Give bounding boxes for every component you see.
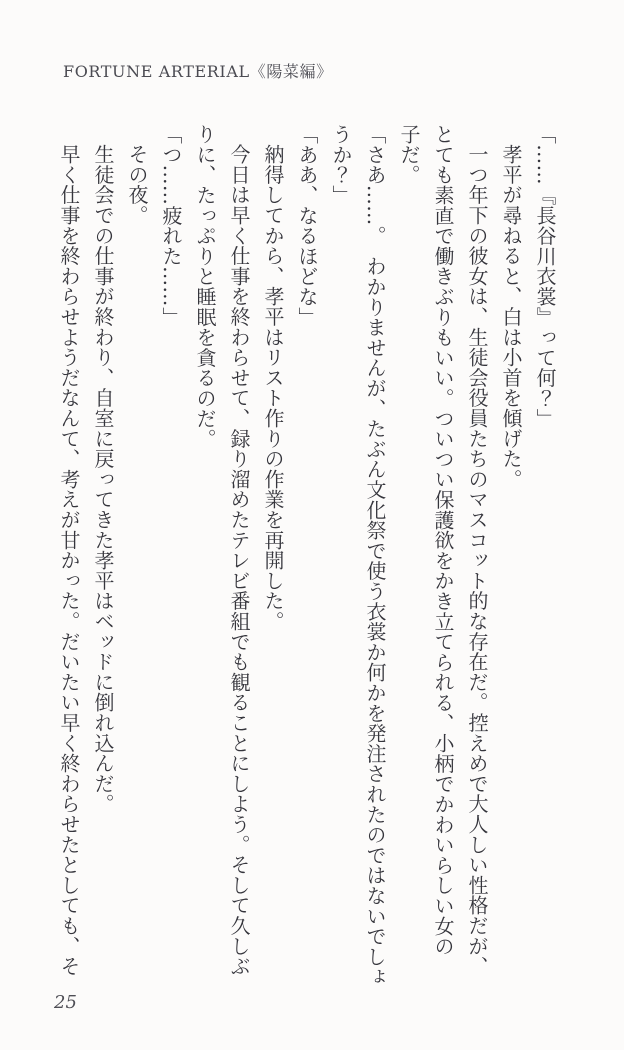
text-column: 孝平が尋ねると、白は小首を傾げた。 xyxy=(499,144,523,490)
text-column: うか？」 xyxy=(329,124,353,206)
text-column: 納得してから、孝平はリスト作りの作業を再開した。 xyxy=(261,144,285,632)
text-column: その夜。 xyxy=(125,144,149,226)
text-column: とても素直で働きぶりもいい。ついつい保護欲をかき立てられる、小柄でかわいらしい女の xyxy=(431,124,455,957)
novel-text xyxy=(52,124,562,987)
text-column: 今日は早く仕事を終わらせて、録り溜めたテレビ番組でも観ることにしよう。そして久しぶ xyxy=(227,144,251,977)
text-column: 早く仕事を終わらせようだなんて、考えが甘かった。だいたい早く終わらせたとしても、そ xyxy=(57,144,81,977)
text-column: 「つ……疲れた……」 xyxy=(159,124,183,327)
text-column: りに、たっぷりと睡眠を貪るのだ。 xyxy=(193,124,217,449)
running-header: FORTUNE ARTERIAL《陽菜編》 xyxy=(63,62,333,81)
text-column: 「さあ……。 わかりませんが、たぶん文化祭で使う衣裳か何かを発注されたのではないでしょ xyxy=(363,124,387,987)
text-column: 「ああ、なるほどな」 xyxy=(295,124,319,327)
text-column: 生徒会での仕事が終わり、自室に戻ってきた孝平はベッドに倒れ込んだ。 xyxy=(91,144,115,814)
text-column: 子だ。 xyxy=(397,124,421,185)
text-column: 一つ年下の彼女は、生徒会役員たちのマスコット的な存在だ。控えめで大人しい性格だが、 xyxy=(465,144,489,977)
text-column: 「……『長谷川衣裳』って何？」 xyxy=(533,124,557,429)
page-number: 25 xyxy=(54,992,77,1013)
